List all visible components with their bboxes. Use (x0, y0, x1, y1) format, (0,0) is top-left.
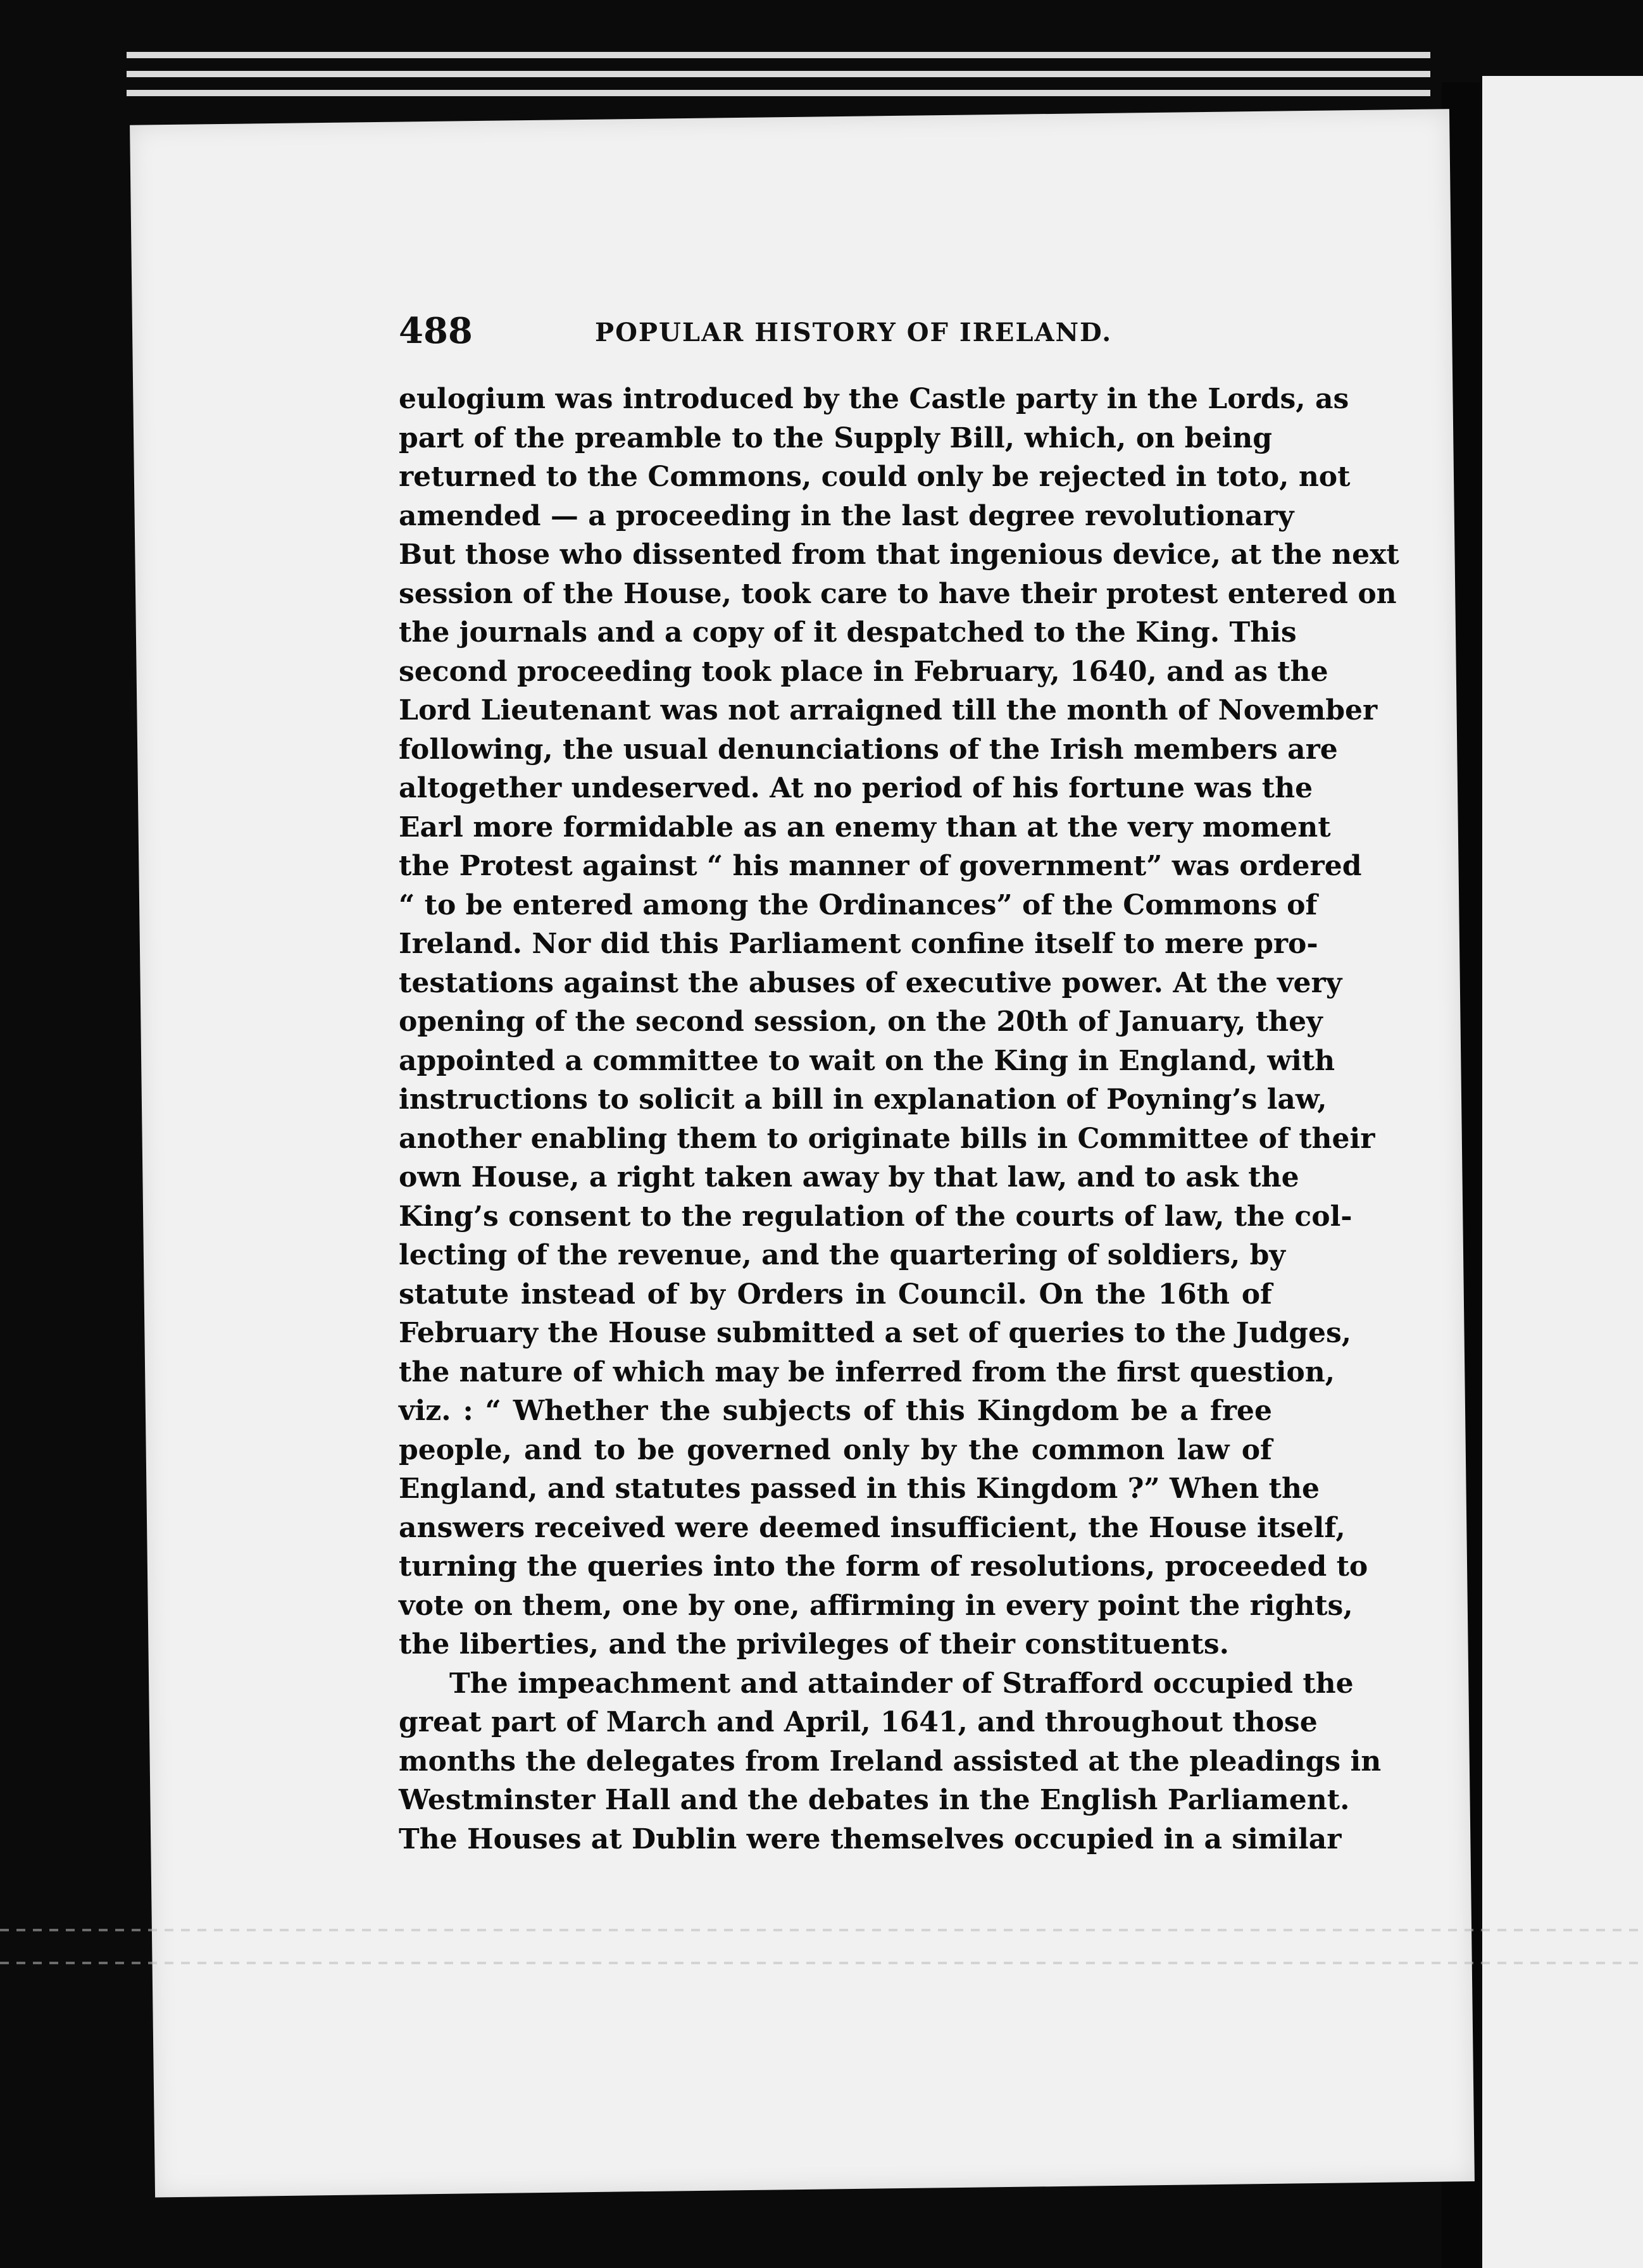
text-line: lecting of the revenue, and the quartering of soldiers, by (399, 1239, 1285, 1271)
text-line: testations against the abuses of executive power. At the very (399, 966, 1342, 999)
text-line: second proceeding took place in February, 1640, and as the (399, 655, 1328, 688)
text-line: Ireland. Nor did this Parliament confine itself to mere pro- (399, 928, 1318, 960)
text-line: part of the preamble to the Supply Bill, which, on being (399, 421, 1272, 454)
text-line: The Houses at Dublin were themselves occupied in a similar (399, 1822, 1342, 1855)
text-line: England, and statutes passed in this Kingdom ?” When the (399, 1473, 1320, 1505)
text-line: Westminster Hall and the debates in the English Parliament. (399, 1784, 1350, 1816)
running-title: POPULAR HISTORY OF IRELAND. (595, 318, 1113, 347)
text-line: opening of the second session, on the 20th of January, they (399, 1006, 1323, 1038)
text-line: answers received were deemed insufficient, the House itself, (399, 1511, 1346, 1544)
text-line: months the delegates from Ireland assisted at the pleadings in (399, 1745, 1382, 1778)
text-line: viz. : “ Whether the subjects of this Kingdom be a free (399, 1395, 1272, 1427)
text-line: turning the queries into the form of resolutions, proceeded to (399, 1550, 1368, 1583)
paragraph (399, 1664, 1382, 1859)
text-line: “ to be entered among the Ordinances” of the Commons of (399, 888, 1318, 921)
paragraph (399, 380, 1399, 1664)
text-line: Lord Lieutenant was not arraigned till the month of November (399, 694, 1378, 726)
body-text (399, 380, 1399, 1859)
text-line: appointed a committee to wait on the King in England, with (399, 1044, 1335, 1077)
page-number: 488 (399, 310, 473, 352)
text-line: returned to the Commons, could only be rejected in toto, not (399, 461, 1351, 493)
text-line: great part of March and April, 1641, and throughout those (399, 1706, 1318, 1738)
page-stack-edge (127, 52, 1430, 58)
text-line: King’s consent to the regulation of the courts of law, the col- (399, 1200, 1353, 1233)
text-line: following, the usual denunciations of the Irish members are (399, 733, 1338, 766)
text-line: The impeachment and attainder of Strafford occupied the (449, 1667, 1354, 1700)
scan-artifact-line (0, 1929, 1643, 1931)
text-line: the nature of which may be inferred from the first question, (399, 1355, 1335, 1388)
text-line: another enabling them to originate bills in Committee of their (399, 1122, 1375, 1155)
text-line: statute instead of by Orders in Council. On the 16th of (399, 1278, 1272, 1311)
text-line: the liberties, and the privileges of their constituents. (399, 1628, 1229, 1660)
text-line: eulogium was introduced by the Castle party in the Lords, as (399, 383, 1349, 415)
text-line: Earl more formidable as an enemy than at the very moment (399, 811, 1331, 844)
page-header (399, 310, 1291, 361)
text-line: altogether undeserved. At no period of his fortune was the (399, 772, 1313, 804)
page-stack-edge (127, 90, 1430, 96)
text-line: But those who dissented from that ingenious device, at the next (399, 539, 1399, 571)
text-line: session of the House, took care to have their protest entered on (399, 577, 1397, 610)
text-line: instructions to solicit a bill in explanation of Poyning’s law, (399, 1083, 1327, 1116)
text-line: vote on them, one by one, affirming in every point the rights, (399, 1589, 1353, 1622)
text-line: own House, a right taken away by that law, and to ask the (399, 1161, 1299, 1193)
page-stack-edge (127, 71, 1430, 77)
text-line: people, and to be governed only by the common law of (399, 1433, 1272, 1466)
text-line: the journals and a copy of it despatched to the King. This (399, 616, 1297, 649)
text-line: February the House submitted a set of queries to the Judges, (399, 1317, 1352, 1349)
text-line: the Protest against “ his manner of government” was ordered (399, 850, 1362, 882)
text-line: amended — a proceeding in the last degree revolutionary (399, 499, 1294, 532)
facing-page-edge (1482, 76, 1643, 2268)
scan-artifact-line (0, 1962, 1643, 1964)
